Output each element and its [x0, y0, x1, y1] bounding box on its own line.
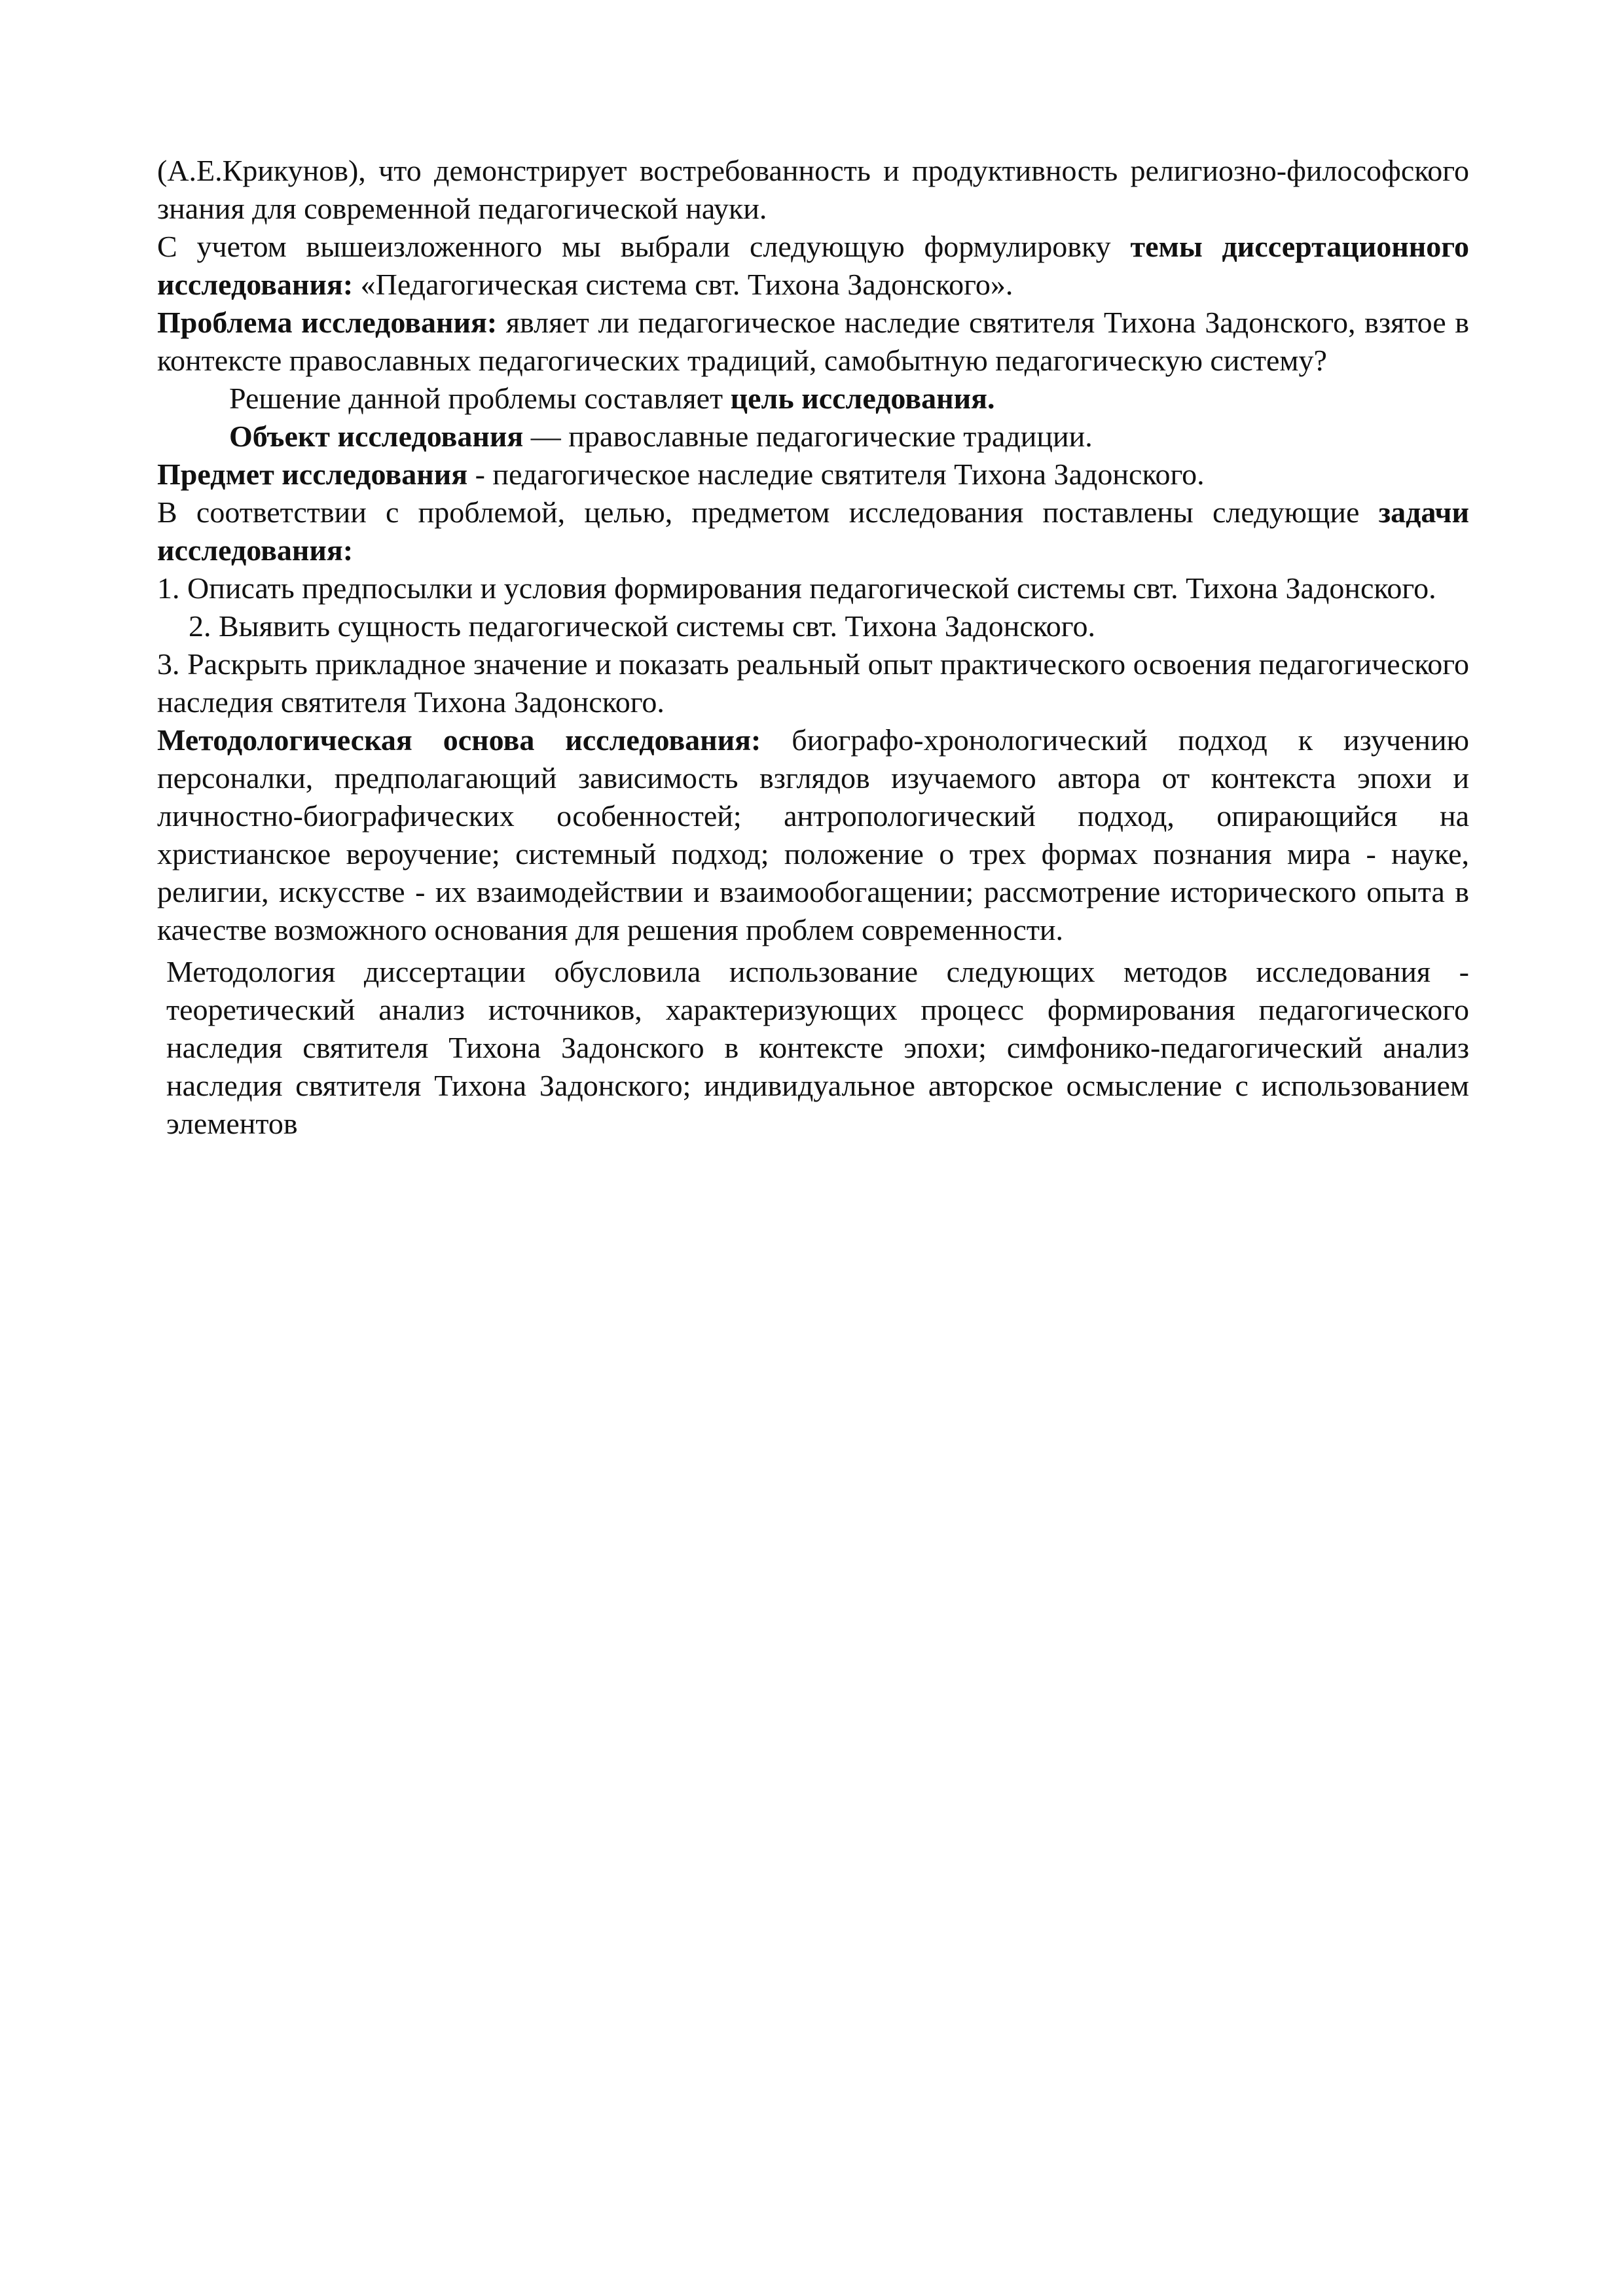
- topic-label: темы диссертационного исследования:: [157, 230, 1469, 301]
- subject-text: - педагогическое наследие святителя Тихона Задонского.: [467, 457, 1205, 491]
- paragraph-research-methods: Методология диссертации обусловила использование следующих методов исследования - теоретический анализ источников, характеризующих процесс формирования педагогического наследия святителя Тихона Задонского в контексте эпохи; симфонико-педагогический анализ наследия святителя Тихона Задонского; индивидуальное авторское осмысление с использованием элементов: [166, 955, 1469, 1140]
- object-label: Объект исследования: [229, 420, 524, 453]
- paragraph-intro: (А.Е.Крикунов), что демонстрирует востребованность и продуктивность религиозно-философского знания для современной педагогической науки.: [157, 154, 1469, 225]
- goal-label: цель исследования.: [730, 382, 995, 415]
- topic-lead-text: С учетом вышеизложенного мы выбрали следующую формулировку: [157, 230, 1131, 263]
- paragraph-research-problem: [157, 304, 1469, 380]
- goal-lead-text: Решение данной проблемы составляет: [229, 382, 731, 415]
- problem-text: являет ли педагогическое наследие святителя Тихона Задонского, взятое в контексте православных педагогических традиций, самобытную педагогическую систему?: [157, 306, 1469, 377]
- paragraph-dissertation-topic: [157, 228, 1469, 304]
- task-item-2: 2. Выявить сущность педагогической системы свт. Тихона Задонского.: [189, 609, 1095, 643]
- document-page: [157, 152, 1469, 1143]
- topic-value: «Педагогическая система свт. Тихона Задонского».: [353, 268, 1013, 301]
- tasks-label: задачи исследования:: [157, 495, 1469, 567]
- paragraph-research-object: [157, 418, 1469, 456]
- object-text: — православные педагогические традиции.: [523, 420, 1093, 453]
- paragraph-research-goal: [157, 380, 1469, 418]
- subject-label: Предмет исследования: [157, 457, 468, 491]
- methodology-text: биографо-хронологический подход к изучению персоналки, предполагающий зависимость взглядов изучаемого автора от контекста эпохи и личностно-биографических особенностей; антропологический подход, опирающийся на христианское вероучение; системный подход; положение о трех формах познания мира - науке, религии, искусстве - их взаимодействии и взаимообогащении; рассмотрение исторического опыта в качестве возможного основания для решения проблем современности.: [157, 723, 1469, 946]
- task-item-3: 3. Раскрыть прикладное значение и показать реальный опыт практического освоения педагогического наследия святителя Тихона Задонского.: [157, 647, 1469, 719]
- paragraph-research-subject: [157, 456, 1469, 493]
- tasks-lead-text: В соответствии с проблемой, целью, предметом исследования поставлены следующие: [157, 495, 1379, 529]
- methodology-label: Методологическая основа исследования:: [157, 723, 761, 757]
- paragraph-research-tasks: [157, 493, 1469, 569]
- problem-label: Проблема исследования:: [157, 306, 498, 339]
- task-item-1: 1. Описать предпосылки и условия формирования педагогической системы свт. Тихона Задонского.: [157, 571, 1436, 605]
- paragraph-methodology-basis: [157, 721, 1469, 949]
